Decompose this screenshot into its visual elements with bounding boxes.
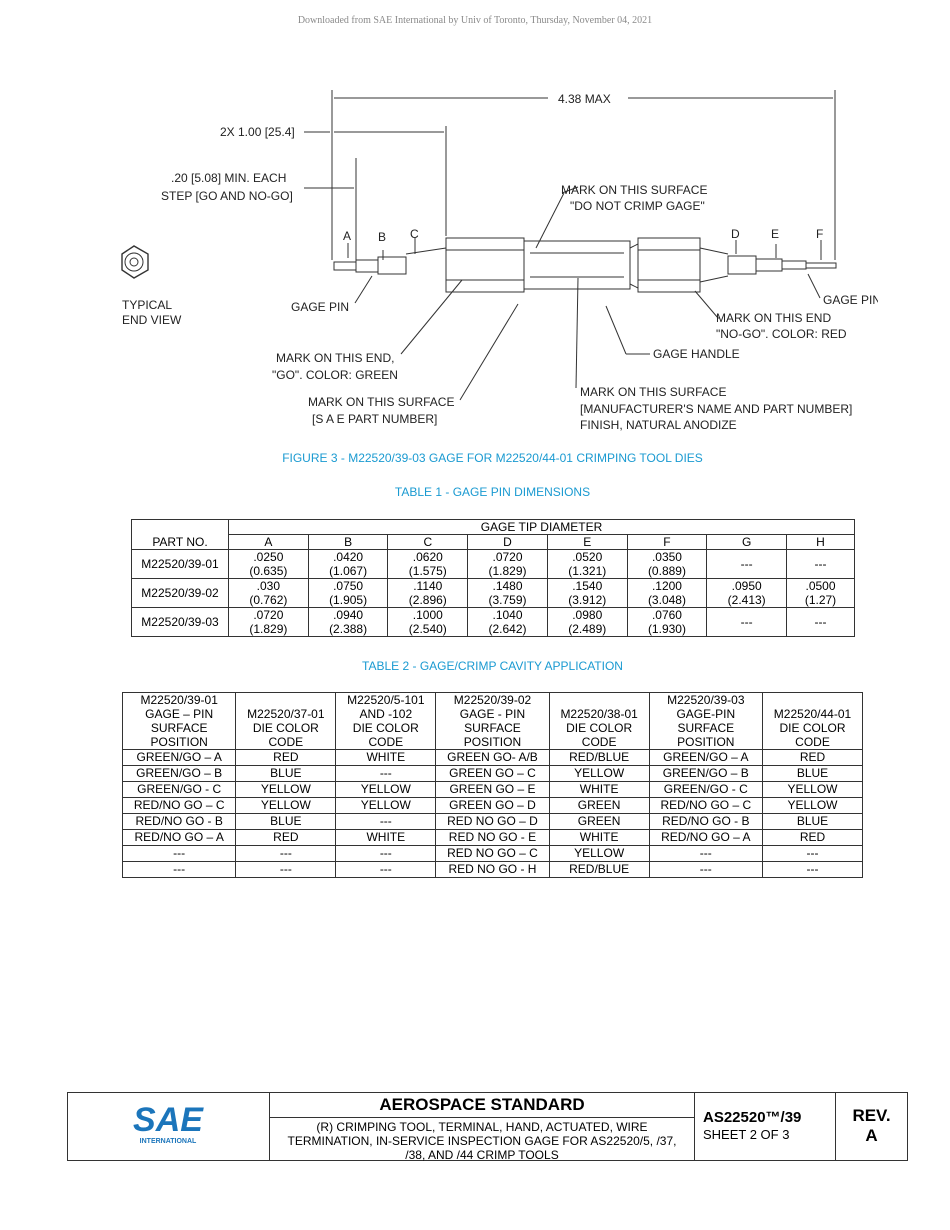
table-cell: WHITE bbox=[549, 782, 649, 798]
table-cell: YELLOW bbox=[549, 766, 649, 782]
dimension-cell bbox=[468, 608, 548, 637]
mm-value: (0.635) bbox=[249, 564, 288, 578]
gage-handle-center bbox=[524, 241, 630, 289]
mm-value: (2.413) bbox=[727, 593, 766, 607]
table-cell: RED bbox=[236, 750, 336, 766]
logo-cell bbox=[68, 1093, 270, 1160]
standard-subtitle: (R) CRIMPING TOOL, TERMINAL, HAND, ACTUATED, WIRE TERMINATION, IN-SERVICE INSPECTION GAGE FOR AS22520/5, /37, /38, AND /44 CRIMP TOOLS bbox=[287, 1120, 677, 1162]
label-b: B bbox=[378, 230, 387, 244]
table-cell: RED NO GO - H bbox=[436, 862, 549, 878]
dimension-cell bbox=[388, 579, 468, 608]
doc-number: AS22520™/39 bbox=[703, 1109, 802, 1126]
header-line: M22520/44-01 bbox=[773, 707, 852, 721]
table-cell: RED NO GO – D bbox=[436, 814, 549, 830]
table-cell: GREEN GO – E bbox=[436, 782, 549, 798]
mm-value: (2.540) bbox=[408, 622, 447, 636]
table-cell: RED bbox=[762, 750, 862, 766]
table-cell: YELLOW bbox=[549, 846, 649, 862]
table-cell: YELLOW bbox=[336, 798, 436, 814]
dimension-cell bbox=[468, 550, 548, 579]
callout-go-1: MARK ON THIS END, bbox=[276, 351, 395, 365]
mm-value: (3.759) bbox=[488, 593, 527, 607]
col-header-a: A bbox=[229, 535, 309, 550]
mm-value: (1.930) bbox=[647, 622, 686, 636]
inch-value: .0980 bbox=[572, 608, 603, 622]
mm-value: (3.912) bbox=[568, 593, 607, 607]
table-row bbox=[123, 846, 863, 862]
callout-gage-handle: GAGE HANDLE bbox=[653, 347, 740, 361]
hex-end-view bbox=[122, 246, 148, 278]
table-cell: YELLOW bbox=[236, 782, 336, 798]
dimension-cell bbox=[787, 579, 855, 608]
table-cell: --- bbox=[236, 862, 336, 878]
dimension-cell bbox=[468, 579, 548, 608]
table-row bbox=[123, 766, 863, 782]
header-line: SURFACE bbox=[464, 721, 521, 735]
mm-value: (0.889) bbox=[647, 564, 686, 578]
inch-value: .1480 bbox=[492, 579, 523, 593]
mm-value: (2.896) bbox=[408, 593, 447, 607]
mm-value: (1.829) bbox=[249, 622, 288, 636]
callout-no-crimp-2: "DO NOT CRIMP GAGE" bbox=[570, 199, 705, 213]
dimension-cell bbox=[787, 608, 855, 637]
dimension-cell bbox=[707, 550, 787, 579]
table-cell: RED/NO GO – A bbox=[123, 830, 236, 846]
dimension-cell bbox=[308, 579, 388, 608]
header-line: CODE bbox=[268, 735, 304, 749]
inch-value: .1140 bbox=[413, 579, 443, 593]
gage-pin-right: GAGE PIN bbox=[823, 293, 878, 307]
inch-value: --- bbox=[740, 615, 753, 629]
dimension-cell bbox=[388, 608, 468, 637]
table-cell: BLUE bbox=[762, 814, 862, 830]
callout-go-2: "GO". COLOR: GREEN bbox=[272, 368, 398, 382]
table-cell: --- bbox=[236, 846, 336, 862]
col-header bbox=[762, 693, 862, 750]
table-cell: BLUE bbox=[236, 814, 336, 830]
dimension-cell bbox=[627, 608, 707, 637]
col-header-c: C bbox=[388, 535, 468, 550]
table-cell: BLUE bbox=[762, 766, 862, 782]
title-cell bbox=[270, 1093, 695, 1160]
table-cell: GREEN bbox=[549, 814, 649, 830]
col-header bbox=[549, 693, 649, 750]
table-row bbox=[123, 830, 863, 846]
table-cell: YELLOW bbox=[762, 798, 862, 814]
inch-value: .1000 bbox=[412, 608, 443, 622]
col-header-e: E bbox=[547, 535, 627, 550]
part-number: M22520/39-03 bbox=[132, 608, 229, 637]
label-d: D bbox=[731, 227, 740, 241]
table-row bbox=[132, 550, 855, 579]
inch-value: .0620 bbox=[412, 550, 443, 564]
header-line: POSITION bbox=[150, 735, 208, 749]
dim-step-min-1: .20 [5.08] MIN. EACH bbox=[171, 171, 287, 185]
dimension-cell bbox=[627, 579, 707, 608]
header-line: SURFACE bbox=[677, 721, 735, 735]
table-cell: YELLOW bbox=[336, 782, 436, 798]
gage-drawing-svg bbox=[108, 88, 878, 433]
table-cell: WHITE bbox=[549, 830, 649, 846]
mm-value: (2.489) bbox=[568, 622, 607, 636]
table-cell: BLUE bbox=[236, 766, 336, 782]
dimension-cell bbox=[308, 550, 388, 579]
table-cell: RED/NO GO - B bbox=[649, 814, 762, 830]
typical-end-view-1: TYPICAL bbox=[122, 298, 173, 312]
header-line: CODE bbox=[581, 735, 617, 749]
label-e: E bbox=[771, 227, 780, 241]
header-line: M22520/37-01 bbox=[247, 707, 325, 721]
col-header bbox=[649, 693, 762, 750]
table1-caption: TABLE 1 - GAGE PIN DIMENSIONS bbox=[394, 485, 591, 499]
dimension-cell bbox=[229, 550, 309, 579]
table-cell: WHITE bbox=[336, 750, 436, 766]
callout-mfr-3: FINISH, NATURAL ANODIZE bbox=[580, 418, 737, 432]
gage-pin-dimensions-table bbox=[131, 519, 855, 637]
table-cell: GREEN/GO - C bbox=[649, 782, 762, 798]
part-number: M22520/39-02 bbox=[132, 579, 229, 608]
dimension-cell bbox=[627, 550, 707, 579]
sae-logo-sub: INTERNATIONAL bbox=[139, 1138, 197, 1145]
table-cell: GREEN GO- A/B bbox=[436, 750, 549, 766]
inch-value: --- bbox=[740, 557, 753, 571]
download-note: Downloaded from SAE International by Univ of Toronto, Thursday, November 04, 2021 bbox=[297, 15, 653, 26]
table-cell: RED/BLUE bbox=[549, 862, 649, 878]
inch-value: .0950 bbox=[731, 579, 762, 593]
table-cell: GREEN/GO - C bbox=[123, 782, 236, 798]
callout-mfr-1: MARK ON THIS SURFACE bbox=[580, 385, 727, 399]
dimension-cell bbox=[547, 550, 627, 579]
revision-cell bbox=[836, 1093, 907, 1160]
callout-sae-2: [S A E PART NUMBER] bbox=[312, 412, 438, 426]
col-header bbox=[436, 693, 549, 750]
rev-value: A bbox=[865, 1126, 878, 1145]
table-row bbox=[123, 782, 863, 798]
label-c: C bbox=[410, 227, 419, 241]
inch-value: .0350 bbox=[651, 550, 682, 564]
table-cell: RED/NO GO – A bbox=[649, 830, 762, 846]
dimension-cell bbox=[547, 608, 627, 637]
callout-nogo-1: MARK ON THIS END bbox=[716, 311, 832, 325]
sae-logo-text: SAE bbox=[133, 1101, 203, 1139]
inch-value: .0520 bbox=[572, 550, 603, 564]
header-line: CODE bbox=[795, 735, 830, 749]
dimension-cell bbox=[707, 608, 787, 637]
table-cell: GREEN GO – D bbox=[436, 798, 549, 814]
rev-label: REV. bbox=[852, 1106, 891, 1125]
header-line: CODE bbox=[368, 735, 404, 749]
header-line: SURFACE bbox=[150, 721, 208, 735]
col-header-g: G bbox=[707, 535, 787, 550]
table-cell: YELLOW bbox=[762, 782, 862, 798]
sheet-number: SHEET 2 OF 3 bbox=[703, 1127, 790, 1142]
figure-caption: FIGURE 3 - M22520/39-03 GAGE FOR M22520/44-01 CRIMPING TOOL DIES bbox=[282, 451, 703, 465]
table-cell: --- bbox=[336, 846, 436, 862]
header-line: DIE COLOR bbox=[252, 721, 319, 735]
table-row bbox=[132, 579, 855, 608]
title-block bbox=[67, 1092, 908, 1161]
callout-no-crimp-1: MARK ON THIS SURFACE bbox=[561, 183, 708, 197]
gage-pin-left: GAGE PIN bbox=[291, 300, 350, 314]
col-header-d: D bbox=[468, 535, 548, 550]
dim-max-length: 4.38 MAX bbox=[558, 92, 611, 106]
header-line: DIE COLOR bbox=[779, 721, 846, 735]
gage-handle-left bbox=[446, 238, 524, 292]
table-cell: --- bbox=[123, 846, 236, 862]
inch-value: .0940 bbox=[333, 608, 364, 622]
header-line: POSITION bbox=[463, 735, 522, 749]
label-f: F bbox=[816, 227, 824, 241]
part-no-header: PART NO. bbox=[132, 520, 229, 550]
table-cell: --- bbox=[762, 862, 862, 878]
col-header bbox=[236, 693, 336, 750]
gage-tip-header: GAGE TIP DIAMETER bbox=[229, 520, 855, 535]
inch-value: .1040 bbox=[492, 608, 523, 622]
table-cell: --- bbox=[336, 814, 436, 830]
mm-value: (2.642) bbox=[488, 622, 527, 636]
mm-value: (1.067) bbox=[329, 564, 368, 578]
table-row bbox=[123, 798, 863, 814]
col-header bbox=[123, 693, 236, 750]
mm-value: (1.575) bbox=[408, 564, 447, 578]
header-line: M22520/5-101 bbox=[347, 693, 425, 707]
header-line: GAGE - PIN bbox=[459, 707, 526, 721]
callout-nogo-2: "NO-GO". COLOR: RED bbox=[716, 327, 847, 341]
table-row bbox=[123, 862, 863, 878]
standard-title: AEROSPACE STANDARD bbox=[379, 1095, 585, 1114]
table-cell: RED NO GO - E bbox=[436, 830, 549, 846]
table-cell: WHITE bbox=[336, 830, 436, 846]
header-line: M22520/39-01 bbox=[140, 693, 218, 707]
table-cell: YELLOW bbox=[236, 798, 336, 814]
gage-handle-right bbox=[638, 238, 700, 292]
table-cell: GREEN bbox=[549, 798, 649, 814]
inch-value: .030 bbox=[256, 579, 281, 593]
dim-step-length: 2X 1.00 [25.4] bbox=[220, 125, 295, 139]
col-header-h: H bbox=[787, 535, 855, 550]
inch-value: .1200 bbox=[651, 579, 682, 593]
inch-value: .0500 bbox=[805, 579, 836, 593]
table-cell: GREEN/GO – A bbox=[649, 750, 762, 766]
table-cell: RED/NO GO – C bbox=[123, 798, 236, 814]
table-row bbox=[123, 814, 863, 830]
header-line: AND -102 bbox=[359, 707, 413, 721]
dim-step-min-2: STEP [GO AND NO-GO] bbox=[161, 189, 293, 203]
inch-value: .0750 bbox=[333, 579, 364, 593]
mm-value: (2.388) bbox=[329, 622, 368, 636]
mm-value: (1.27) bbox=[804, 593, 837, 607]
table-cell: --- bbox=[123, 862, 236, 878]
inch-value: .1540 bbox=[572, 579, 603, 593]
mm-value: (1.829) bbox=[488, 564, 527, 578]
inch-value: .0420 bbox=[333, 550, 364, 564]
table-row bbox=[123, 750, 863, 766]
header-line: DIE COLOR bbox=[352, 721, 419, 735]
dimension-cell bbox=[229, 608, 309, 637]
label-a: A bbox=[343, 229, 352, 243]
dimension-cell bbox=[388, 550, 468, 579]
dimension-cell bbox=[787, 550, 855, 579]
header-line: POSITION bbox=[677, 735, 735, 749]
part-number: M22520/39-01 bbox=[132, 550, 229, 579]
callout-mfr-2: [MANUFACTURER'S NAME AND PART NUMBER] bbox=[580, 402, 853, 416]
mm-value: (0.762) bbox=[249, 593, 288, 607]
inch-value: .0250 bbox=[253, 550, 284, 564]
mm-value: (3.048) bbox=[647, 593, 686, 607]
typical-end-view-2: END VIEW bbox=[122, 313, 182, 327]
header-line: M22520/39-03 bbox=[667, 693, 745, 707]
table-cell: GREEN/GO – A bbox=[123, 750, 236, 766]
header-line: GAGE – PIN bbox=[145, 707, 214, 721]
callout-sae-1: MARK ON THIS SURFACE bbox=[308, 395, 455, 409]
mm-value: (1.905) bbox=[329, 593, 368, 607]
inch-value: .0720 bbox=[492, 550, 523, 564]
inch-value: --- bbox=[814, 557, 827, 571]
table-cell: GREEN/GO – B bbox=[649, 766, 762, 782]
table-cell: --- bbox=[336, 766, 436, 782]
table-cell: GREEN/GO – B bbox=[123, 766, 236, 782]
header-line: GAGE-PIN bbox=[676, 707, 736, 721]
table-cell: RED/NO GO - B bbox=[123, 814, 236, 830]
table-cell: RED NO GO – C bbox=[436, 846, 549, 862]
dimension-cell bbox=[229, 579, 309, 608]
table-cell: RED bbox=[762, 830, 862, 846]
inch-value: --- bbox=[814, 615, 827, 629]
header-line: M22520/39-02 bbox=[453, 693, 532, 707]
header-line: DIE COLOR bbox=[566, 721, 633, 735]
col-header-b: B bbox=[308, 535, 388, 550]
table-cell: --- bbox=[762, 846, 862, 862]
table-cell: GREEN GO – C bbox=[436, 766, 549, 782]
dimension-cell bbox=[547, 579, 627, 608]
inch-value: .0760 bbox=[651, 608, 682, 622]
table-cell: RED/NO GO – C bbox=[649, 798, 762, 814]
col-header bbox=[336, 693, 436, 750]
dimension-cell bbox=[308, 608, 388, 637]
table-cell: RED/BLUE bbox=[549, 750, 649, 766]
doc-number-cell bbox=[695, 1093, 836, 1160]
header-line: M22520/38-01 bbox=[560, 707, 638, 721]
table-cell: --- bbox=[336, 862, 436, 878]
table-cell: --- bbox=[649, 846, 762, 862]
table-cell: RED bbox=[236, 830, 336, 846]
mm-value: (1.321) bbox=[568, 564, 607, 578]
table-row bbox=[132, 608, 855, 637]
table2-caption: TABLE 2 - GAGE/CRIMP CAVITY APPLICATION bbox=[362, 659, 623, 673]
gage-crimp-cavity-table bbox=[122, 692, 863, 878]
inch-value: .0720 bbox=[253, 608, 284, 622]
sae-logo bbox=[68, 1093, 269, 1160]
col-header-f: F bbox=[627, 535, 707, 550]
gage-drawing bbox=[108, 88, 878, 433]
table-cell: --- bbox=[649, 862, 762, 878]
dimension-cell bbox=[707, 579, 787, 608]
